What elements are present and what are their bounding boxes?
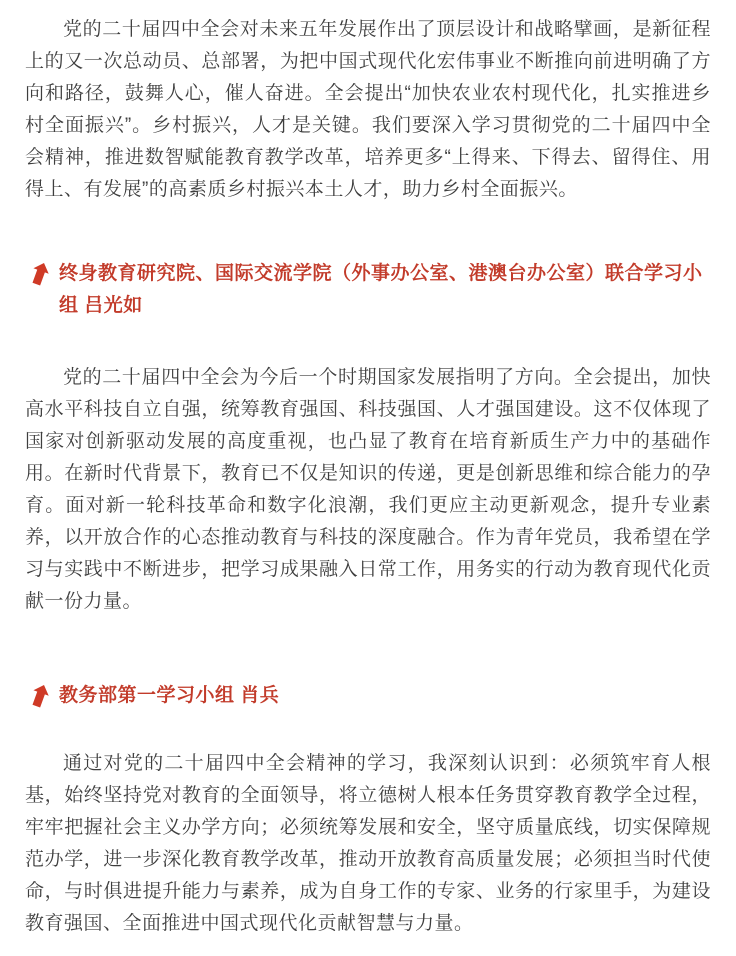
study-group-heading-2 xyxy=(25,680,711,712)
member-name: 肖兵 xyxy=(240,685,280,706)
member-name: 吕光如 xyxy=(84,295,143,316)
study-group-name: 终身教育研究院、国际交流学院（外事办公室、港澳台办公室）联合学习小组 xyxy=(59,263,703,316)
heading-text xyxy=(59,258,711,322)
red-tilted-arrow-icon xyxy=(31,261,49,287)
intro-paragraph: 党的二十届四中全会对未来五年发展作出了顶层设计和战略擘画，是新征程上的又一次总动员、总部署，为把中国式现代化宏伟事业不断推向前进明确了方向和路径，鼓舞人心，催人奋进。全会提出“加快农业农村现代化，扎实推进乡村全面振兴”。乡村振兴，人才是关键。我们要深入学习贯彻党的二十届四中全会精神，推进数智赋能教育教学改革，培养更多“上得来、下得去、留得住、用得上、有发展”的高素质乡村振兴本土人才，助力乡村全面振兴。 xyxy=(25,19,711,200)
study-group-name: 教务部第一学习小组 xyxy=(59,685,235,706)
heading-text xyxy=(59,680,711,712)
group1-paragraph: 党的二十届四中全会为今后一个时期国家发展指明了方向。全会提出，加快高水平科技自立自强，统筹教育强国、科技强国、人才强国建设。这不仅体现了国家对创新驱动发展的高度重视，也凸显了教育在培育新质生产力中的基础作用。在新时代背景下，教育已不仅是知识的传递，更是创新思维和综合能力的孕育。面对新一轮科技革命和数字化浪潮，我们更应主动更新观念，提升专业素养，以开放合作的心态推动教育与科技的深度融合。作为青年党员，我希望在学习与实践中不断进步，把学习成果融入日常工作，用务实的行动为教育现代化贡献一份力量。 xyxy=(25,367,711,612)
group2-paragraph: 通过对党的二十届四中全会精神的学习，我深刻认识到：必须筑牢育人根基，始终坚持党对教育的全面领导，将立德树人根本任务贯穿教育教学全过程，牢牢把握社会主义办学方向；必须统筹发展和安全，坚守质量底线，切实保障规范办学，进一步深化教育教学改革，推动开放教育高质量发展；必须担当时代使命，与时俱进提升能力与素养，成为自身工作的专家、业务的行家里手，为建设教育强国、全面推进中国式现代化贡献智慧与力量。 xyxy=(25,753,711,934)
study-group-heading-1 xyxy=(25,258,711,322)
red-tilted-arrow-icon xyxy=(31,683,49,709)
